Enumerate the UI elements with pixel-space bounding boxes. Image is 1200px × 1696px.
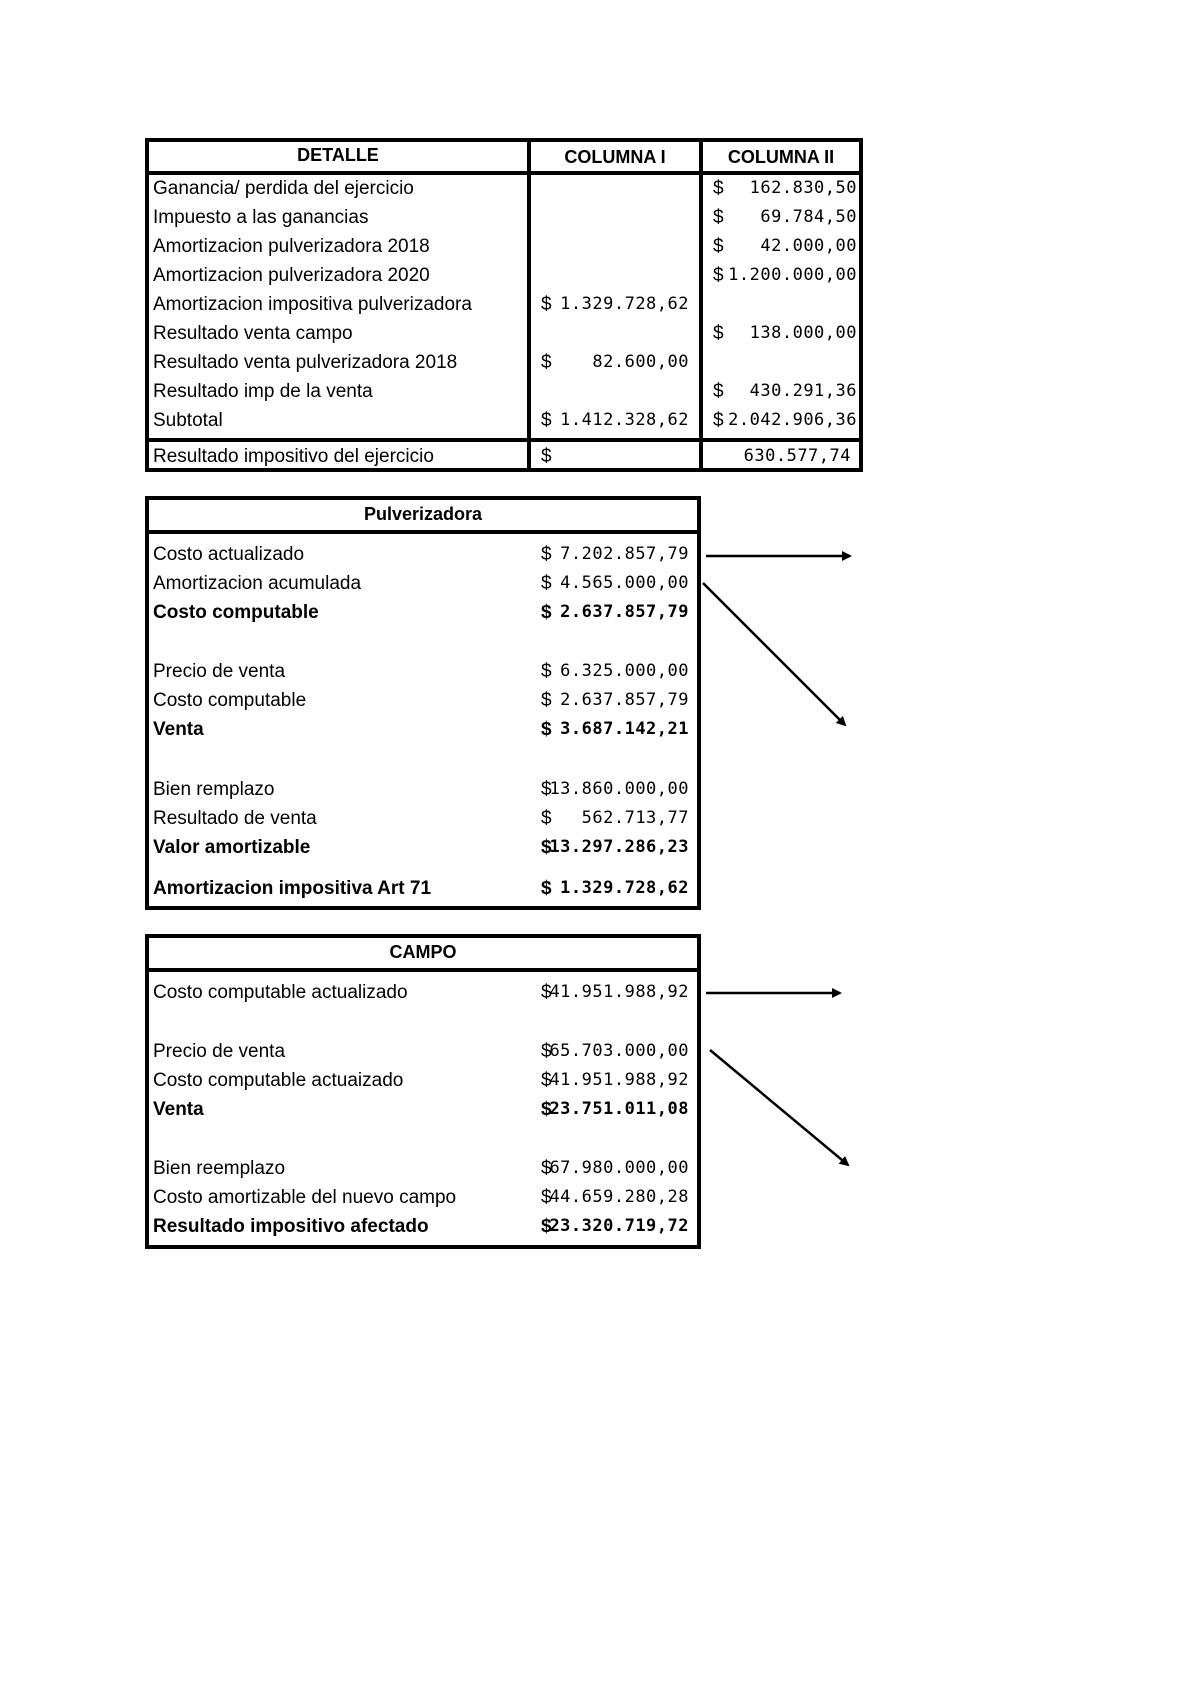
arrow-diagonal-icon [703, 583, 845, 725]
row-label: Amortizacion acumulada [153, 573, 362, 594]
row-label: Precio de venta [153, 661, 286, 682]
row-value: 3.687.142,21 [560, 719, 689, 739]
row-label: Ganancia/ perdida del ejercicio [153, 178, 414, 199]
row-label: Costo computable [153, 602, 319, 623]
col2-value: 430.291,36 [749, 381, 857, 401]
col2-value: 69.784,50 [760, 207, 857, 227]
row-value: 2.637.857,79 [560, 602, 689, 622]
row-label: Valor amortizable [153, 837, 311, 858]
row-label: Costo actualizado [153, 544, 305, 565]
row-currency: $ [541, 719, 552, 740]
col1-currency: $ [541, 294, 552, 315]
col1-currency: $ [541, 352, 552, 373]
row-currency: $ [541, 1099, 552, 1120]
row-value: 1.329.728,62 [560, 878, 689, 898]
row-currency: $ [541, 661, 552, 682]
total-value: 630.577,74 [743, 446, 851, 466]
col1-value: 1.329.728,62 [560, 294, 689, 314]
row-value: 41.951.988,92 [549, 982, 689, 1002]
row-currency: $ [541, 690, 552, 711]
header-detalle: DETALLE [297, 145, 379, 165]
campo-title: CAMPO [389, 942, 457, 962]
col1-currency: $ [541, 410, 552, 431]
row-value: 41.951.988,92 [549, 1070, 689, 1090]
row-label: Impuesto a las ganancias [153, 207, 369, 228]
row-value: 562.713,77 [581, 808, 689, 828]
col2-currency: $ [713, 381, 724, 402]
row-currency: $ [541, 1187, 552, 1208]
row-value: 67.980.000,00 [549, 1158, 689, 1178]
row-label: Resultado de venta [153, 808, 317, 829]
row-label: Venta [153, 719, 204, 740]
row-value: 7.202.857,79 [560, 544, 689, 564]
col2-currency: $ [713, 265, 724, 286]
arrow-diagonal-icon [710, 1050, 848, 1165]
row-label: Resultado venta pulverizadora 2018 [153, 352, 458, 373]
row-label: Venta [153, 1099, 204, 1120]
row-label: Costo computable [153, 690, 307, 711]
row-currency: $ [541, 1216, 552, 1237]
row-currency: $ [541, 808, 552, 829]
row-value: 44.659.280,28 [549, 1187, 689, 1207]
col2-currency: $ [713, 323, 724, 344]
row-value: 6.325.000,00 [560, 661, 689, 681]
row-currency: $ [541, 878, 552, 899]
col2-value: 138.000,00 [749, 323, 857, 343]
row-value: 2.637.857,79 [560, 690, 689, 710]
row-value: 13.860.000,00 [549, 779, 689, 799]
row-label: Bien remplazo [153, 779, 275, 800]
row-label: Costo computable actualizado [153, 982, 408, 1003]
row-currency: $ [541, 1158, 552, 1179]
total-label: Resultado impositivo del ejercicio [153, 446, 434, 467]
row-label: Precio de venta [153, 1041, 286, 1062]
row-label: Amortizacion pulverizadora 2018 [153, 236, 430, 257]
row-currency: $ [541, 602, 552, 623]
col2-currency: $ [713, 178, 724, 199]
col2-currency: $ [713, 410, 724, 431]
row-label: Resultado impositivo afectado [153, 1216, 429, 1237]
header-columna-1: COLUMNA I [564, 147, 666, 167]
row-value: 23.751.011,08 [549, 1099, 689, 1119]
row-currency: $ [541, 544, 552, 565]
row-currency: $ [541, 982, 552, 1003]
row-currency: $ [541, 837, 552, 858]
col2-value: 42.000,00 [760, 236, 857, 256]
col1-value: 82.600,00 [592, 352, 689, 372]
row-label: Bien reemplazo [153, 1158, 286, 1179]
row-currency: $ [541, 1041, 552, 1062]
total-currency: $ [541, 446, 552, 467]
row-value: 23.320.719,72 [549, 1216, 689, 1236]
pulverizadora-title: Pulverizadora [363, 504, 483, 524]
row-label: Resultado venta campo [153, 323, 353, 344]
col2-currency: $ [713, 207, 724, 228]
row-currency: $ [541, 573, 552, 594]
col2-value: 162.830,50 [749, 178, 857, 198]
col2-value: 1.200.000,00 [728, 265, 857, 285]
row-label: Amortizacion pulverizadora 2020 [153, 265, 430, 286]
header-columna-2: COLUMNA II [727, 147, 835, 167]
row-value: 65.703.000,00 [549, 1041, 689, 1061]
col2-currency: $ [713, 236, 724, 257]
row-label: Subtotal [153, 410, 223, 431]
row-currency: $ [541, 779, 552, 800]
row-value: 13.297.286,23 [549, 837, 689, 857]
row-label: Resultado imp de la venta [153, 381, 373, 402]
col1-value: 1.412.328,62 [560, 410, 689, 430]
row-label: Amortizacion impositiva pulverizadora [153, 294, 472, 315]
row-label: Costo computable actuaizado [153, 1070, 404, 1091]
row-value: 4.565.000,00 [560, 573, 689, 593]
row-label: Amortizacion impositiva Art 71 [153, 878, 432, 899]
row-label: Costo amortizable del nuevo campo [153, 1187, 457, 1208]
row-currency: $ [541, 1070, 552, 1091]
col2-value: 2.042.906,36 [728, 410, 857, 430]
